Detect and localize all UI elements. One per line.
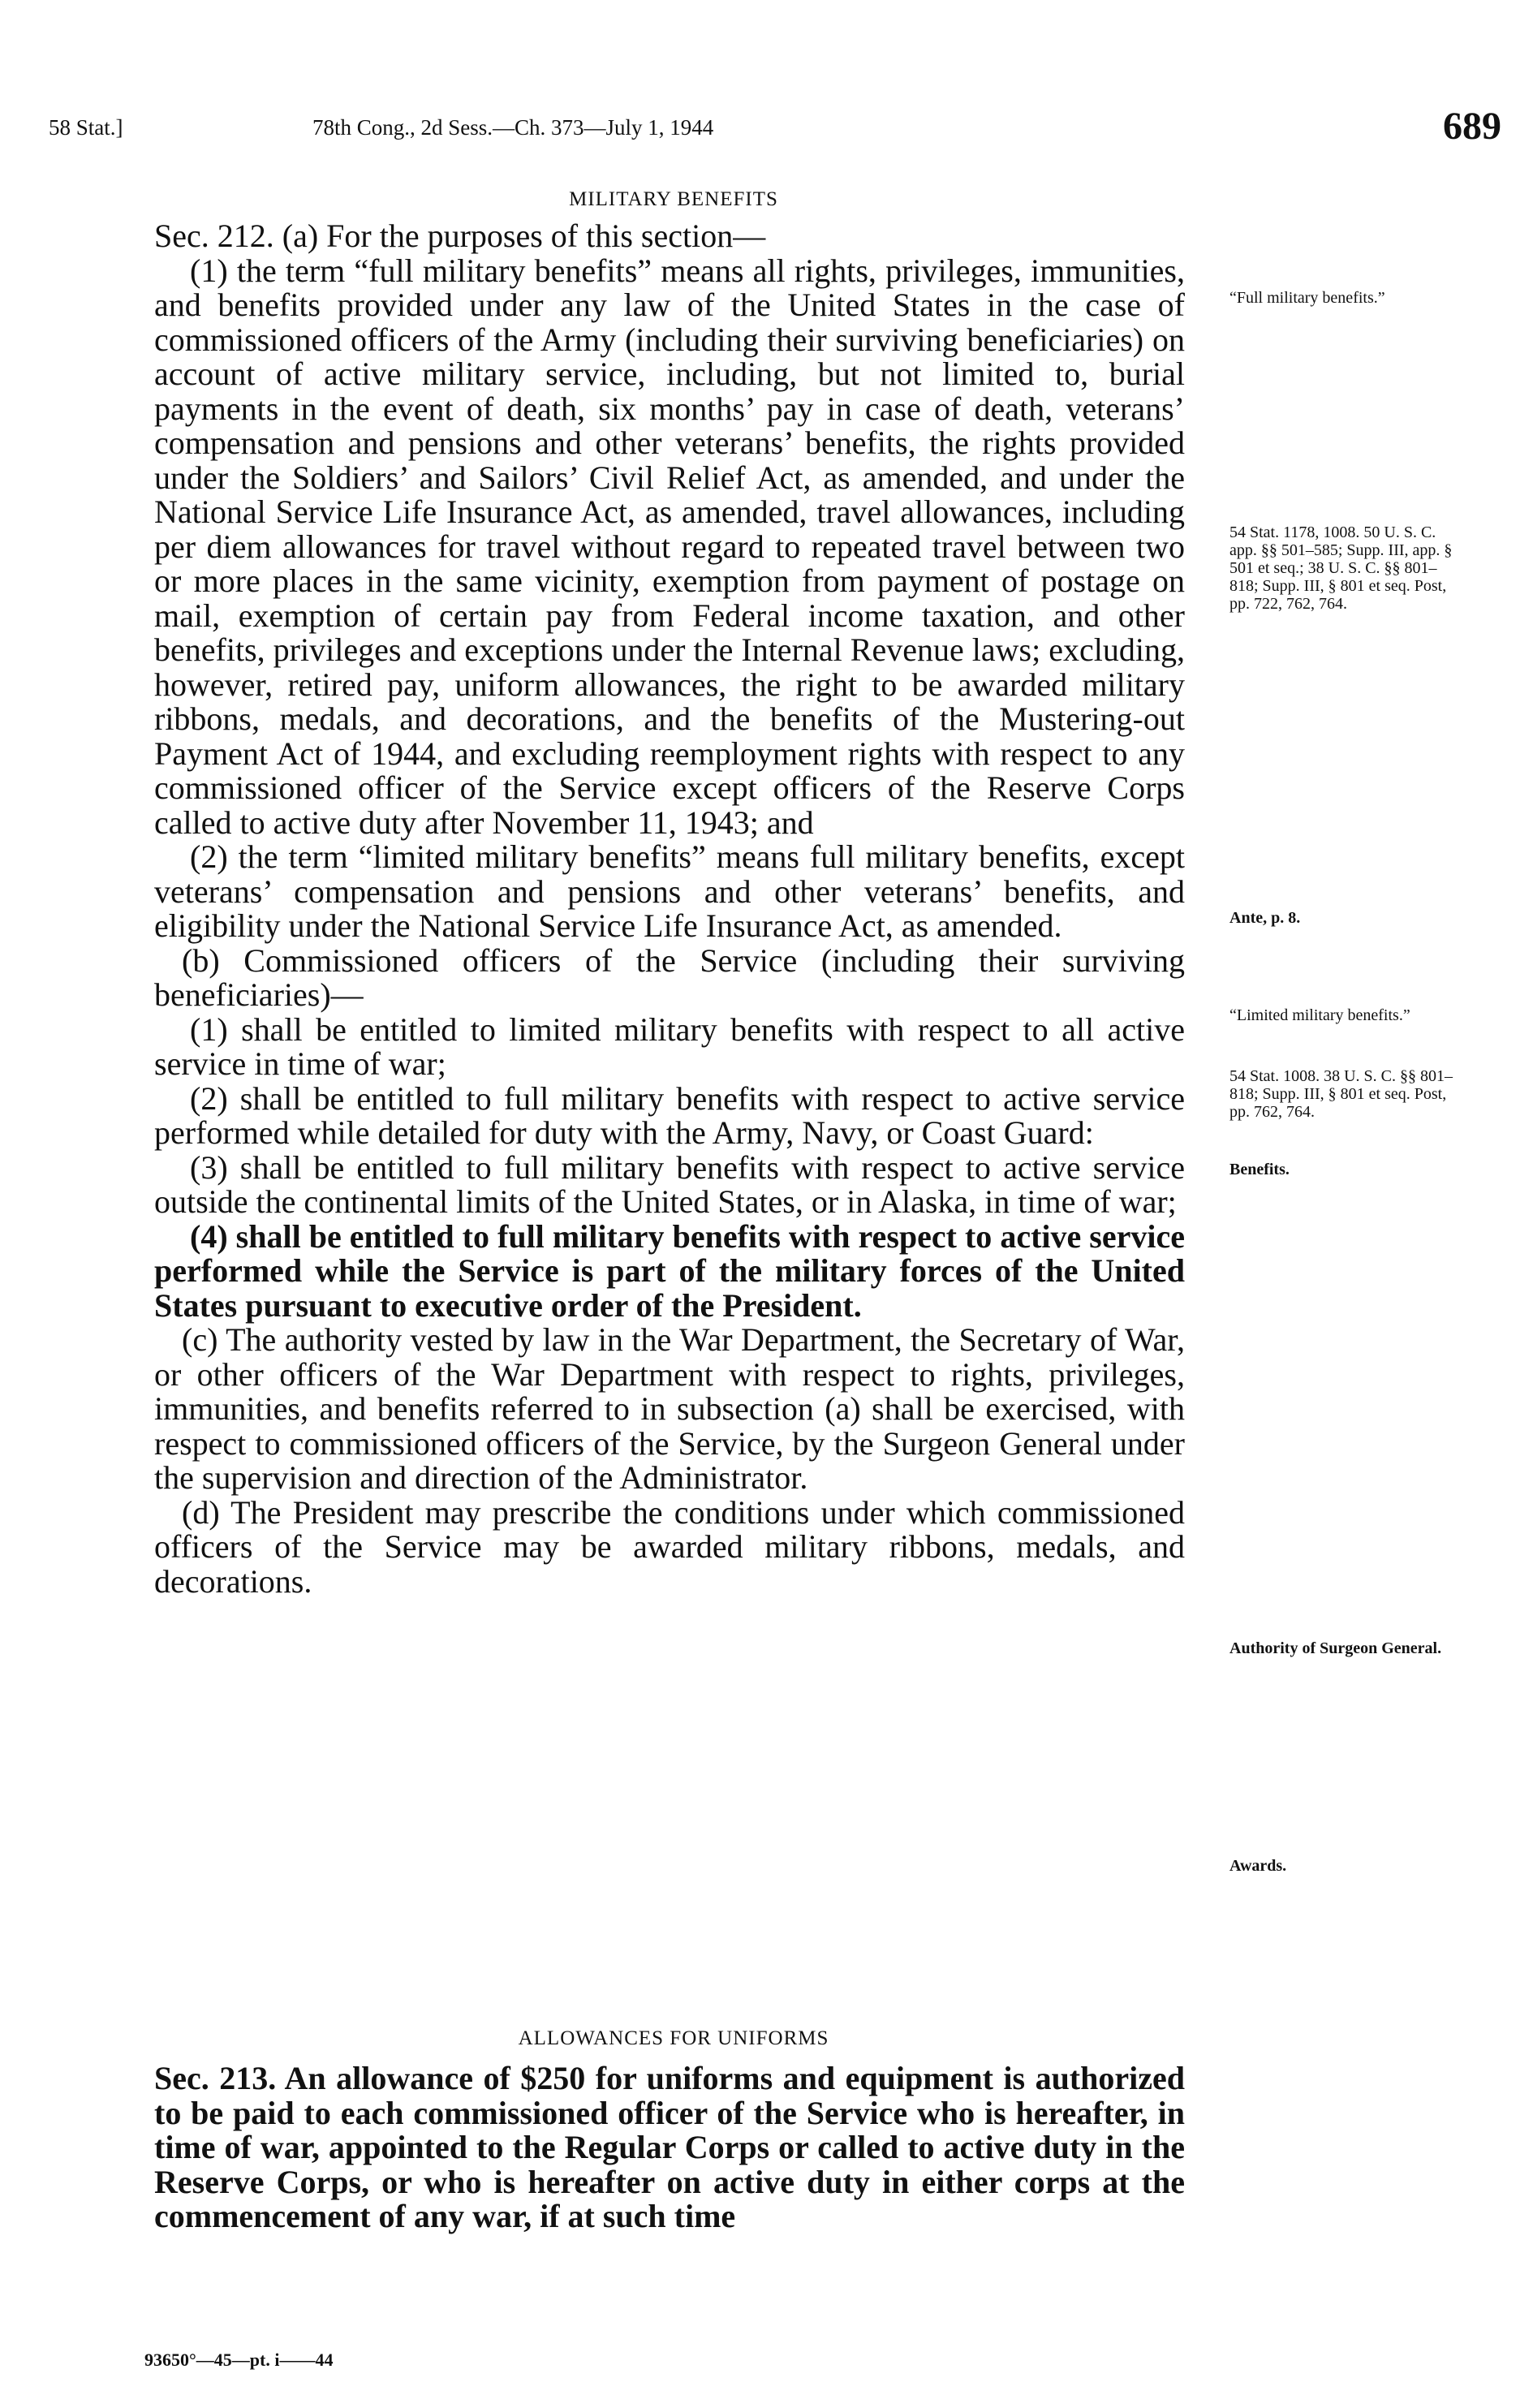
section-212-body: [154, 219, 1185, 1599]
margin-note-limited-benefits: “Limited military benefits.”: [1229, 1006, 1410, 1024]
section-213-body: [154, 2061, 1185, 2234]
paragraph-c: (c) The authority vested by law in the War Department, the Secretary of War, or other officers of the War Department with respect to rights, privileges, immunities, and benefits referred to in subsection (a) shall be exercised, with respect to commissioned officers of the Service, by the Surgeon General under the supervision and direction of the Administrator.: [154, 1321, 1185, 1496]
paragraph-b4: (4) shall be entitled to full military benefits with respect to active service performed while the Service is part of the military forces of the United States pursuant to executive order of the President.: [154, 1217, 1185, 1324]
section-212-intro: Sec. 212. (a) For the purposes of this section—: [154, 218, 766, 254]
margin-note-benefits: Benefits.: [1229, 1161, 1290, 1178]
print-signature-footer: 93650°—45—pt. i——44: [144, 2350, 334, 2370]
margin-note-full-benefits: “Full military benefits.”: [1229, 289, 1385, 307]
paragraph-a2: (2) the term “limited military benefits” means full military benefits, except veterans’ compensation and pensions and other veterans’ benefits, and eligibility under the National Service Life Insurance Act, as amended.: [154, 838, 1185, 944]
margin-note-citation-2: 54 Stat. 1008. 38 U. S. C. §§ 801–818; Supp. III, § 801 et seq. Post, pp. 762, 764.: [1229, 1067, 1453, 1121]
paragraph-a1: (1) the term “full military benefits” means all rights, privileges, immunities, and benefits provided under any law of the United States in the case of commissioned officers of the Army (including their surviving beneficiaries) on account of active military service, including, but not limited to, burial payments in the event of death, six months’ pay in case of death, veterans’ compensation and pensions and other veterans’ benefits, the rights provided under the Soldiers’ and Sailors’ Civil Relief Act, as amended, and under the National Service Life Insurance Act, as amended, travel allowances, including per diem allowances for travel without regard to repeated travel between two or more places in the same vicinity, exemption from payment of postage on mail, exemption of certain pay from Federal income taxation, and other benefits, privileges and exceptions under the Internal Revenue laws; excluding, however, retired pay, uniform allowances, the right to be awarded military ribbons, medals, and decorations, and the benefits of the Mustering-out Payment Act of 1944, and excluding reemployment rights with respect to any commissioned officer of the Service except officers of the Reserve Corps called to active duty after November 11, 1943; and: [154, 252, 1185, 841]
paragraph-b3: (3) shall be entitled to full military benefits with respect to active service outside the continental limits of the United States, or in Alaska, in time of war;: [154, 1148, 1185, 1220]
margin-note-awards: Awards.: [1229, 1857, 1287, 1875]
margin-note-ante: Ante, p. 8.: [1229, 909, 1301, 927]
session-reference: 78th Cong., 2d Sess.—Ch. 373—July 1, 1944: [312, 115, 714, 140]
paragraph-b2: (2) shall be entitled to full military benefits with respect to active service performed while detailed for duty with the Army, Navy, or Coast Guard:: [154, 1079, 1185, 1151]
paragraph-b: (b) Commissioned officers of the Service (including their surviving beneficiaries)—: [154, 941, 1185, 1013]
paragraph-d: (d) The President may prescribe the conditions under which commissioned officers of the Service may be awarded military ribbons, medals, and decorations.: [154, 1493, 1185, 1600]
section-213-text: Sec. 213. An allowance of $250 for uniforms and equipment is authorized to be paid to each commissioned officer of the Service who is hereafter, in time of war, appointed to the Regular Corps or called to active duty in the Reserve Corps, or who is hereafter on active duty in either corps at the commencement of any war, if at such time: [154, 2060, 1185, 2234]
page-header: [49, 104, 1501, 161]
margin-note-authority: Authority of Surgeon General.: [1229, 1639, 1442, 1657]
paragraph-b1: (1) shall be entitled to limited military benefits with respect to all active service in time of war;: [154, 1010, 1185, 1082]
volume-reference: 58 Stat.]: [49, 115, 123, 140]
margin-note-citation-1: 54 Stat. 1178, 1008. 50 U. S. C. app. §§ 501–585; Supp. III, app. § 501 et seq.; 38 U. S. C. §§ 801–818; Supp. III, § 801 et seq. Post, pp. 722, 762, 764.: [1229, 523, 1453, 613]
page-number: 689: [1443, 105, 1501, 148]
section-heading-military-benefits: MILITARY BENEFITS: [569, 188, 778, 210]
section-heading-allowances: ALLOWANCES FOR UNIFORMS: [518, 2027, 829, 2049]
